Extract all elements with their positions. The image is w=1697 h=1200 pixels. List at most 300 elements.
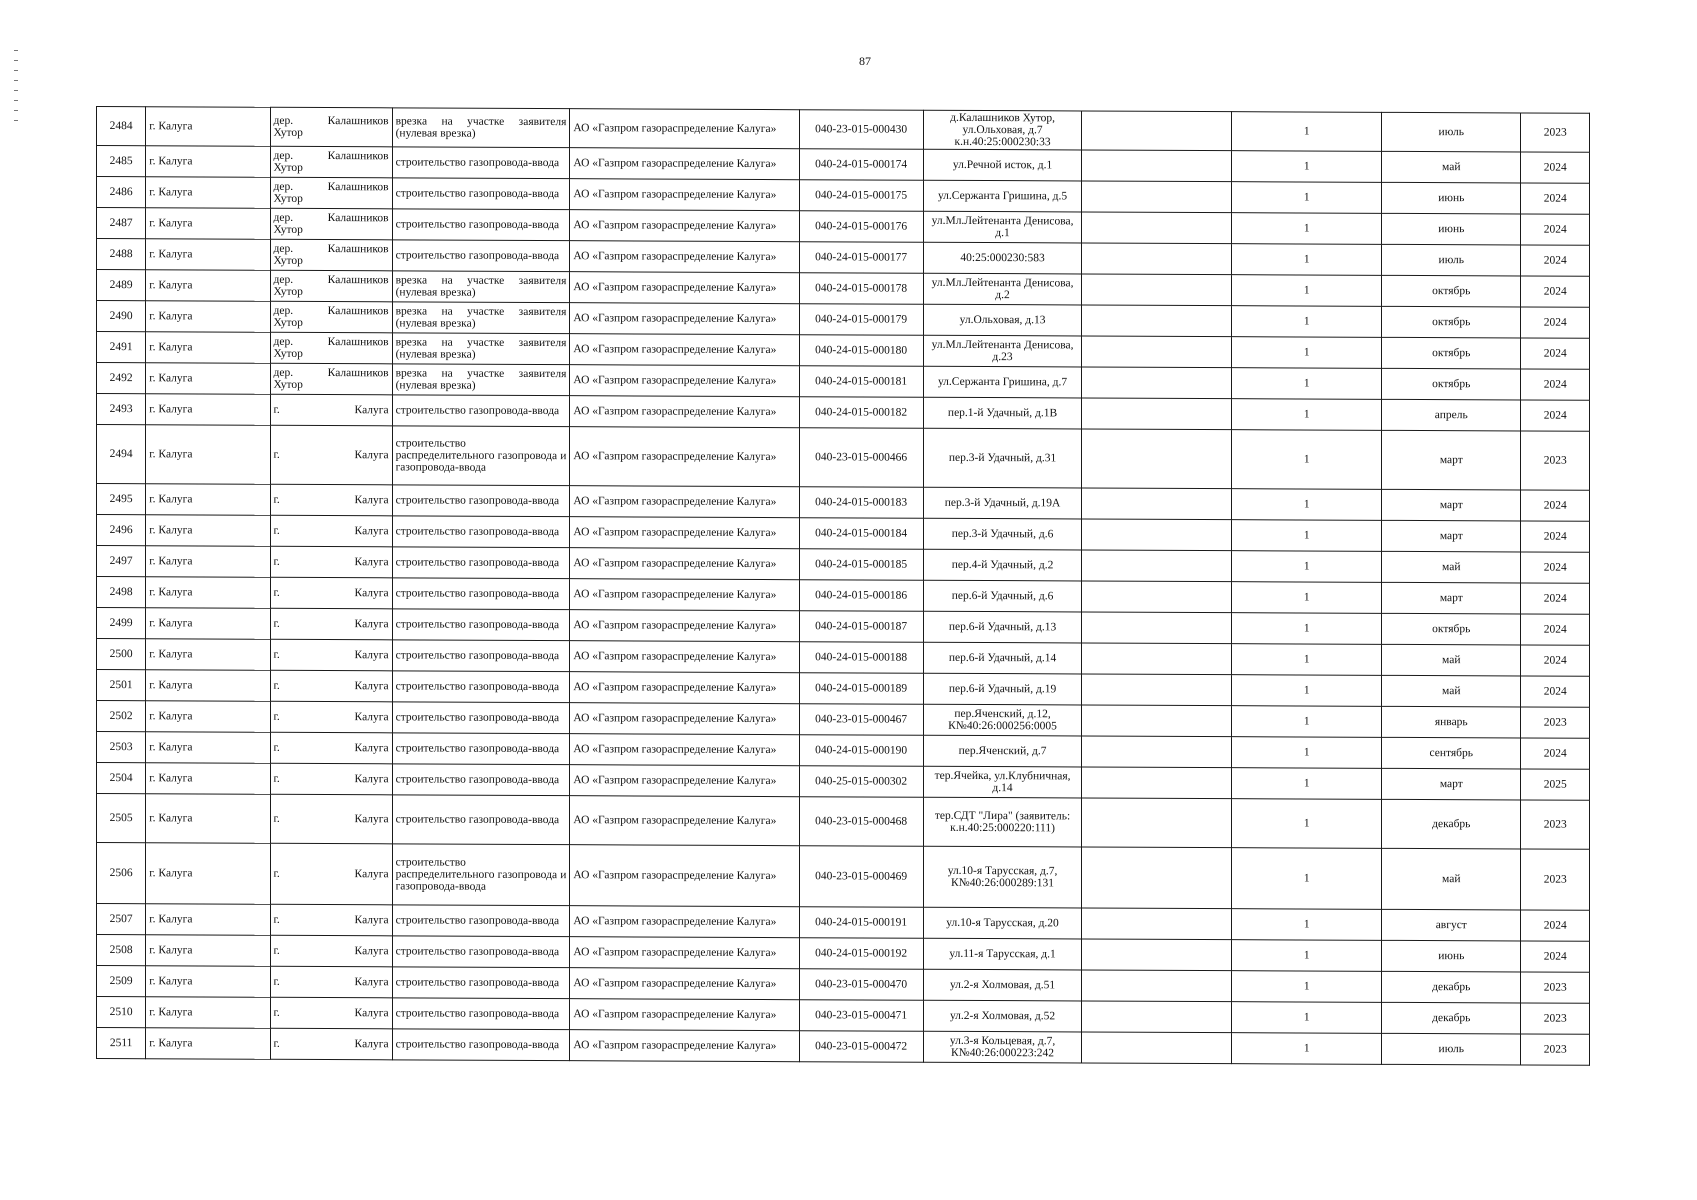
- empty-cell: [1082, 488, 1232, 520]
- work-type-cell: строительство газопровода-ввода: [392, 764, 570, 796]
- organization-cell: АО «Газпром газораспределение Калуга»: [570, 937, 799, 969]
- organization-cell: АО «Газпром газораспределение Калуга»: [570, 906, 799, 938]
- settlement-cell: г. Калуга: [270, 843, 392, 905]
- empty-cell: [1082, 970, 1232, 1002]
- registry-code-cell: 040-24-015-000188: [799, 642, 923, 674]
- table-row: [97, 425, 1590, 491]
- settlement-cell: г. Калуга: [270, 701, 392, 733]
- month-cell: декабрь: [1382, 971, 1521, 1003]
- address-cell: пер.Яченский, д.12, К№40:26:000256:0005: [923, 704, 1082, 736]
- registry-code-cell: 040-23-015-000468: [799, 797, 923, 847]
- quantity-cell: 1: [1232, 644, 1382, 676]
- address-cell: 40:25:000230:583: [923, 242, 1082, 274]
- quantity-cell: 1: [1232, 848, 1382, 910]
- organization-cell: АО «Газпром газораспределение Калуга»: [570, 703, 799, 735]
- row-number: 2491: [97, 332, 146, 363]
- row-number: 2501: [97, 670, 146, 701]
- year-cell: 2024: [1521, 614, 1590, 645]
- quantity-cell: 1: [1232, 737, 1382, 769]
- municipality-cell: г. Калуга: [146, 546, 270, 578]
- settlement-cell: дер. Калашников Хутор: [270, 301, 392, 333]
- row-number: 2500: [97, 639, 146, 670]
- settlement-cell: дер. Калашников Хутор: [270, 363, 392, 395]
- year-cell: 2024: [1521, 521, 1590, 552]
- row-number: 2499: [97, 608, 146, 639]
- registry-code-cell: 040-24-015-000175: [799, 180, 923, 212]
- empty-cell: [1082, 305, 1232, 337]
- empty-cell: [1082, 847, 1232, 909]
- municipality-cell: г. Калуга: [146, 732, 270, 764]
- row-number: 2493: [97, 394, 146, 425]
- municipality-cell: г. Калуга: [146, 639, 270, 671]
- quantity-cell: 1: [1232, 768, 1382, 800]
- organization-cell: АО «Газпром газораспределение Калуга»: [570, 148, 799, 180]
- work-type-cell: врезка на участке заявителя (нулевая врезка): [392, 302, 570, 334]
- year-cell: 2024: [1521, 645, 1590, 676]
- row-number: 2488: [97, 239, 146, 270]
- gas-connection-registry-table: [96, 106, 1590, 1066]
- municipality-cell: г. Калуга: [146, 394, 270, 426]
- page-number: 87: [859, 54, 871, 68]
- address-cell: ул.Речной исток, д.1: [923, 149, 1082, 181]
- empty-cell: [1082, 736, 1232, 768]
- quantity-cell: 1: [1232, 971, 1382, 1003]
- month-cell: май: [1382, 848, 1521, 910]
- month-cell: август: [1382, 909, 1521, 941]
- month-cell: июль: [1382, 244, 1521, 276]
- settlement-cell: г. Калуга: [270, 608, 392, 640]
- empty-cell: [1082, 767, 1232, 799]
- empty-cell: [1082, 939, 1232, 971]
- organization-cell: АО «Газпром газораспределение Калуга»: [570, 845, 799, 907]
- organization-cell: АО «Газпром газораспределение Калуга»: [570, 179, 799, 211]
- empty-cell: [1082, 643, 1232, 675]
- organization-cell: АО «Газпром газораспределение Калуга»: [570, 272, 799, 304]
- organization-cell: АО «Газпром газораспределение Калуга»: [570, 334, 799, 366]
- settlement-cell: г. Калуга: [270, 425, 392, 485]
- month-cell: июнь: [1382, 213, 1521, 245]
- row-number: 2489: [97, 270, 146, 301]
- empty-cell: [1082, 367, 1232, 399]
- registry-code-cell: 040-24-015-000178: [799, 273, 923, 305]
- settlement-cell: г. Калуга: [270, 997, 392, 1029]
- row-number: 2485: [97, 146, 146, 177]
- row-number: 2492: [97, 363, 146, 394]
- quantity-cell: 1: [1232, 582, 1382, 614]
- work-type-cell: строительство газопровода-ввода: [392, 967, 570, 999]
- year-cell: 2024: [1521, 369, 1590, 400]
- organization-cell: АО «Газпром газораспределение Калуга»: [570, 427, 799, 487]
- registry-body: [97, 107, 1590, 1066]
- quantity-cell: 1: [1232, 399, 1382, 431]
- settlement-cell: г. Калуга: [270, 904, 392, 936]
- address-cell: д.Калашников Хутор, ул.Ольховая, д.7 к.н.40:25:000230:33: [923, 110, 1082, 150]
- empty-cell: [1082, 150, 1232, 182]
- municipality-cell: г. Калуга: [146, 332, 270, 364]
- address-cell: пер.6-й Удачный, д.6: [923, 580, 1082, 612]
- registry-code-cell: 040-24-015-000182: [799, 397, 923, 429]
- settlement-cell: г. Калуга: [270, 794, 392, 844]
- row-number: 2497: [97, 546, 146, 577]
- registry-code-cell: 040-24-015-000192: [799, 938, 923, 970]
- quantity-cell: 1: [1232, 151, 1382, 183]
- quantity-cell: 1: [1232, 368, 1382, 400]
- address-cell: тер.Ячейка, ул.Клубничная, д.14: [923, 766, 1082, 798]
- month-cell: май: [1382, 644, 1521, 676]
- registry-code-cell: 040-23-015-000466: [799, 428, 923, 488]
- work-type-cell: врезка на участке заявителя (нулевая врезка): [392, 108, 570, 148]
- registry-code-cell: 040-23-015-000430: [799, 110, 923, 150]
- registry-code-cell: 040-24-015-000184: [799, 518, 923, 550]
- address-cell: пер.4-й Удачный, д.2: [923, 549, 1082, 581]
- scan-margin-marks: [14, 50, 20, 200]
- empty-cell: [1082, 398, 1232, 430]
- quantity-cell: 1: [1232, 551, 1382, 583]
- month-cell: март: [1382, 520, 1521, 552]
- row-number: 2498: [97, 577, 146, 608]
- work-type-cell: строительство газопровода-ввода: [392, 578, 570, 610]
- empty-cell: [1082, 1001, 1232, 1033]
- work-type-cell: строительство газопровода-ввода: [392, 795, 570, 845]
- organization-cell: АО «Газпром газораспределение Калуга»: [570, 579, 799, 611]
- row-number: 2506: [97, 843, 146, 904]
- empty-cell: [1082, 581, 1232, 613]
- table-row: [97, 794, 1590, 850]
- organization-cell: АО «Газпром газораспределение Калуга»: [570, 672, 799, 704]
- row-number: 2508: [97, 935, 146, 966]
- address-cell: ул.3-я Кольцевая, д.7, К№40:26:000223:242: [923, 1031, 1082, 1063]
- work-type-cell: строительство газопровода-ввода: [392, 209, 570, 241]
- registry-code-cell: 040-24-015-000174: [799, 149, 923, 181]
- address-cell: ул.10-я Тарусская, д.7, К№40:26:000289:131: [923, 846, 1082, 908]
- work-type-cell: строительство газопровода-ввода: [392, 547, 570, 579]
- month-cell: октябрь: [1382, 337, 1521, 369]
- address-cell: ул.10-я Тарусская, д.20: [923, 907, 1082, 939]
- work-type-cell: строительство газопровода-ввода: [392, 178, 570, 210]
- organization-cell: АО «Газпром газораспределение Калуга»: [570, 1030, 799, 1062]
- month-cell: май: [1382, 675, 1521, 707]
- settlement-cell: дер. Калашников Хутор: [270, 270, 392, 302]
- year-cell: 2024: [1521, 941, 1590, 972]
- organization-cell: АО «Газпром газораспределение Калуга»: [570, 486, 799, 518]
- municipality-cell: г. Калуга: [146, 670, 270, 702]
- row-number: 2511: [97, 1028, 146, 1059]
- registry-code-cell: 040-24-015-000190: [799, 735, 923, 767]
- table-row: [97, 1028, 1590, 1066]
- row-number: 2507: [97, 904, 146, 935]
- registry-code-cell: 040-24-015-000191: [799, 907, 923, 939]
- settlement-cell: г. Калуга: [270, 763, 392, 795]
- address-cell: ул.Сержанта Гришина, д.7: [923, 366, 1082, 398]
- year-cell: 2024: [1521, 490, 1590, 521]
- row-number: 2504: [97, 763, 146, 794]
- quantity-cell: 1: [1232, 275, 1382, 307]
- month-cell: июнь: [1382, 182, 1521, 214]
- row-number: 2496: [97, 515, 146, 546]
- settlement-cell: г. Калуга: [270, 394, 392, 426]
- empty-cell: [1082, 798, 1232, 848]
- row-number: 2509: [97, 966, 146, 997]
- registry-code-cell: 040-24-015-000177: [799, 242, 923, 274]
- address-cell: ул.Мл.Лейтенанта Денисова, д.2: [923, 273, 1082, 305]
- work-type-cell: строительство газопровода-ввода: [392, 998, 570, 1030]
- row-number: 2510: [97, 997, 146, 1028]
- registry-code-cell: 040-24-015-000183: [799, 487, 923, 519]
- work-type-cell: строительство газопровода-ввода: [392, 733, 570, 765]
- organization-cell: АО «Газпром газораспределение Калуга»: [570, 641, 799, 673]
- year-cell: 2024: [1521, 245, 1590, 276]
- settlement-cell: г. Калуга: [270, 935, 392, 967]
- quantity-cell: 1: [1232, 489, 1382, 521]
- registry-code-cell: 040-24-015-000185: [799, 549, 923, 581]
- registry-code-cell: 040-24-015-000189: [799, 673, 923, 705]
- registry-code-cell: 040-23-015-000469: [799, 846, 923, 908]
- table-row: [97, 107, 1590, 153]
- settlement-cell: г. Калуга: [270, 732, 392, 764]
- registry-code-cell: 040-24-015-000180: [799, 335, 923, 367]
- month-cell: январь: [1382, 706, 1521, 738]
- year-cell: 2024: [1521, 152, 1590, 183]
- empty-cell: [1082, 336, 1232, 368]
- municipality-cell: г. Калуга: [146, 177, 270, 209]
- address-cell: ул.2-я Холмовая, д.52: [923, 1000, 1082, 1032]
- address-cell: пер.6-й Удачный, д.19: [923, 673, 1082, 705]
- address-cell: ул.Мл.Лейтенанта Денисова, д.23: [923, 335, 1082, 367]
- registry-code-cell: 040-24-015-000186: [799, 580, 923, 612]
- empty-cell: [1082, 429, 1232, 489]
- row-number: 2494: [97, 425, 146, 484]
- year-cell: 2024: [1521, 583, 1590, 614]
- settlement-cell: дер. Калашников Хутор: [270, 177, 392, 209]
- municipality-cell: г. Калуга: [146, 701, 270, 733]
- settlement-cell: дер. Калашников Хутор: [270, 146, 392, 178]
- row-number: 2505: [97, 794, 146, 843]
- organization-cell: АО «Газпром газораспределение Калуга»: [570, 610, 799, 642]
- row-number: 2502: [97, 701, 146, 732]
- quantity-cell: 1: [1232, 706, 1382, 738]
- month-cell: март: [1382, 582, 1521, 614]
- address-cell: тер.СДТ "Лира" (заявитель: к.н.40:25:000220:111): [923, 797, 1082, 847]
- municipality-cell: г. Калуга: [146, 425, 270, 485]
- municipality-cell: г. Калуга: [146, 997, 270, 1029]
- settlement-cell: г. Калуга: [270, 966, 392, 998]
- work-type-cell: врезка на участке заявителя (нулевая врезка): [392, 364, 570, 396]
- quantity-cell: 1: [1232, 337, 1382, 369]
- empty-cell: [1082, 212, 1232, 244]
- row-number: 2490: [97, 301, 146, 332]
- organization-cell: АО «Газпром газораспределение Калуга»: [570, 734, 799, 766]
- registry-code-cell: 040-23-015-000472: [799, 1031, 923, 1063]
- quantity-cell: 1: [1232, 940, 1382, 972]
- empty-cell: [1082, 519, 1232, 551]
- municipality-cell: г. Калуга: [146, 966, 270, 998]
- year-cell: 2024: [1521, 214, 1590, 245]
- month-cell: апрель: [1382, 399, 1521, 431]
- quantity-cell: 1: [1232, 909, 1382, 941]
- municipality-cell: г. Калуга: [146, 301, 270, 333]
- year-cell: 2024: [1521, 276, 1590, 307]
- work-type-cell: строительство распределительного газопровода и газопровода-ввода: [392, 426, 570, 486]
- registry-code-cell: 040-24-015-000176: [799, 211, 923, 243]
- month-cell: март: [1382, 768, 1521, 800]
- municipality-cell: г. Калуга: [146, 515, 270, 547]
- year-cell: 2024: [1521, 552, 1590, 583]
- municipality-cell: г. Калуга: [146, 208, 270, 240]
- municipality-cell: г. Калуга: [146, 1028, 270, 1060]
- month-cell: июль: [1382, 112, 1521, 152]
- settlement-cell: г. Калуга: [270, 546, 392, 578]
- municipality-cell: г. Калуга: [146, 239, 270, 271]
- address-cell: ул.Ольховая, д.13: [923, 304, 1082, 336]
- month-cell: март: [1382, 489, 1521, 521]
- organization-cell: АО «Газпром газораспределение Калуга»: [570, 999, 799, 1031]
- municipality-cell: г. Калуга: [146, 577, 270, 609]
- settlement-cell: г. Калуга: [270, 484, 392, 516]
- settlement-cell: г. Калуга: [270, 670, 392, 702]
- registry-code-cell: 040-23-015-000471: [799, 1000, 923, 1032]
- table-row: [97, 843, 1590, 911]
- work-type-cell: строительство газопровода-ввода: [392, 1029, 570, 1061]
- settlement-cell: г. Калуга: [270, 639, 392, 671]
- month-cell: декабрь: [1382, 799, 1521, 849]
- registry-code-cell: 040-25-015-000302: [799, 766, 923, 798]
- work-type-cell: строительство газопровода-ввода: [392, 671, 570, 703]
- quantity-cell: 1: [1232, 520, 1382, 552]
- registry-code-cell: 040-24-015-000179: [799, 304, 923, 336]
- address-cell: пер.6-й Удачный, д.14: [923, 642, 1082, 674]
- organization-cell: АО «Газпром газораспределение Калуга»: [570, 109, 799, 149]
- year-cell: 2023: [1521, 972, 1590, 1003]
- municipality-cell: г. Калуга: [146, 270, 270, 302]
- empty-cell: [1082, 243, 1232, 275]
- municipality-cell: г. Калуга: [146, 904, 270, 936]
- row-number: 2486: [97, 177, 146, 208]
- settlement-cell: дер. Калашников Хутор: [270, 239, 392, 271]
- empty-cell: [1082, 705, 1232, 737]
- month-cell: май: [1382, 151, 1521, 183]
- address-cell: пер.1-й Удачный, д.1В: [923, 397, 1082, 429]
- quantity-cell: 1: [1232, 675, 1382, 707]
- work-type-cell: строительство газопровода-ввода: [392, 609, 570, 641]
- month-cell: март: [1382, 430, 1521, 490]
- year-cell: 2025: [1521, 769, 1590, 800]
- work-type-cell: строительство распределительного газопровода и газопровода-ввода: [392, 844, 570, 906]
- month-cell: июнь: [1382, 940, 1521, 972]
- address-cell: пер.3-й Удачный, д.6: [923, 518, 1082, 550]
- work-type-cell: врезка на участке заявителя (нулевая врезка): [392, 333, 570, 365]
- work-type-cell: строительство газопровода-ввода: [392, 905, 570, 937]
- month-cell: сентябрь: [1382, 737, 1521, 769]
- year-cell: 2024: [1521, 338, 1590, 369]
- year-cell: 2023: [1521, 113, 1590, 152]
- organization-cell: АО «Газпром газораспределение Калуга»: [570, 796, 799, 846]
- month-cell: октябрь: [1382, 368, 1521, 400]
- organization-cell: АО «Газпром газораспределение Калуга»: [570, 241, 799, 273]
- year-cell: 2023: [1521, 1034, 1590, 1065]
- work-type-cell: строительство газопровода-ввода: [392, 936, 570, 968]
- registry-code-cell: 040-24-015-000181: [799, 366, 923, 398]
- municipality-cell: г. Калуга: [146, 363, 270, 395]
- month-cell: декабрь: [1382, 1002, 1521, 1034]
- row-number: 2503: [97, 732, 146, 763]
- empty-cell: [1082, 1032, 1232, 1064]
- municipality-cell: г. Калуга: [146, 843, 270, 905]
- municipality-cell: г. Калуга: [146, 146, 270, 178]
- organization-cell: АО «Газпром газораспределение Калуга»: [570, 517, 799, 549]
- year-cell: 2024: [1521, 400, 1590, 431]
- work-type-cell: строительство газопровода-ввода: [392, 485, 570, 517]
- empty-cell: [1082, 181, 1232, 213]
- quantity-cell: 1: [1232, 112, 1382, 152]
- row-number: 2484: [97, 107, 146, 146]
- quantity-cell: 1: [1232, 799, 1382, 849]
- organization-cell: АО «Газпром газораспределение Калуга»: [570, 303, 799, 335]
- organization-cell: АО «Газпром газораспределение Калуга»: [570, 548, 799, 580]
- month-cell: октябрь: [1382, 306, 1521, 338]
- quantity-cell: 1: [1232, 244, 1382, 276]
- settlement-cell: г. Калуга: [270, 577, 392, 609]
- municipality-cell: г. Калуга: [146, 935, 270, 967]
- organization-cell: АО «Газпром газораспределение Калуга»: [570, 210, 799, 242]
- organization-cell: АО «Газпром газораспределение Калуга»: [570, 396, 799, 428]
- year-cell: 2023: [1521, 1003, 1590, 1034]
- quantity-cell: 1: [1232, 182, 1382, 214]
- empty-cell: [1082, 274, 1232, 306]
- address-cell: ул.Сержанта Гришина, д.5: [923, 180, 1082, 212]
- organization-cell: АО «Газпром газораспределение Калуга»: [570, 765, 799, 797]
- year-cell: 2024: [1521, 910, 1590, 941]
- municipality-cell: г. Калуга: [146, 794, 270, 844]
- year-cell: 2024: [1521, 307, 1590, 338]
- month-cell: октябрь: [1382, 613, 1521, 645]
- year-cell: 2024: [1521, 676, 1590, 707]
- work-type-cell: строительство газопровода-ввода: [392, 516, 570, 548]
- work-type-cell: строительство газопровода-ввода: [392, 147, 570, 179]
- year-cell: 2024: [1521, 183, 1590, 214]
- quantity-cell: 1: [1232, 1033, 1382, 1065]
- municipality-cell: г. Калуга: [146, 484, 270, 516]
- settlement-cell: дер. Калашников Хутор: [270, 332, 392, 364]
- quantity-cell: 1: [1232, 430, 1382, 490]
- address-cell: пер.3-й Удачный, д.19А: [923, 487, 1082, 519]
- year-cell: 2023: [1521, 849, 1590, 910]
- empty-cell: [1082, 612, 1232, 644]
- registry-code-cell: 040-23-015-000470: [799, 969, 923, 1001]
- municipality-cell: г. Калуга: [146, 763, 270, 795]
- empty-cell: [1082, 674, 1232, 706]
- work-type-cell: врезка на участке заявителя (нулевая врезка): [392, 271, 570, 303]
- row-number: 2487: [97, 208, 146, 239]
- registry-code-cell: 040-24-015-000187: [799, 611, 923, 643]
- row-number: 2495: [97, 484, 146, 515]
- empty-cell: [1082, 908, 1232, 940]
- month-cell: октябрь: [1382, 275, 1521, 307]
- address-cell: ул.2-я Холмовая, д.51: [923, 969, 1082, 1001]
- work-type-cell: строительство газопровода-ввода: [392, 395, 570, 427]
- month-cell: май: [1382, 551, 1521, 583]
- year-cell: 2023: [1521, 707, 1590, 738]
- quantity-cell: 1: [1232, 306, 1382, 338]
- year-cell: 2023: [1521, 800, 1590, 849]
- settlement-cell: дер. Калашников Хутор: [270, 208, 392, 240]
- settlement-cell: дер. Калашников Хутор: [270, 107, 392, 147]
- quantity-cell: 1: [1232, 213, 1382, 245]
- quantity-cell: 1: [1232, 1002, 1382, 1034]
- address-cell: пер.6-й Удачный, д.13: [923, 611, 1082, 643]
- work-type-cell: строительство газопровода-ввода: [392, 240, 570, 272]
- month-cell: июль: [1382, 1033, 1521, 1065]
- address-cell: ул.11-я Тарусская, д.1: [923, 938, 1082, 970]
